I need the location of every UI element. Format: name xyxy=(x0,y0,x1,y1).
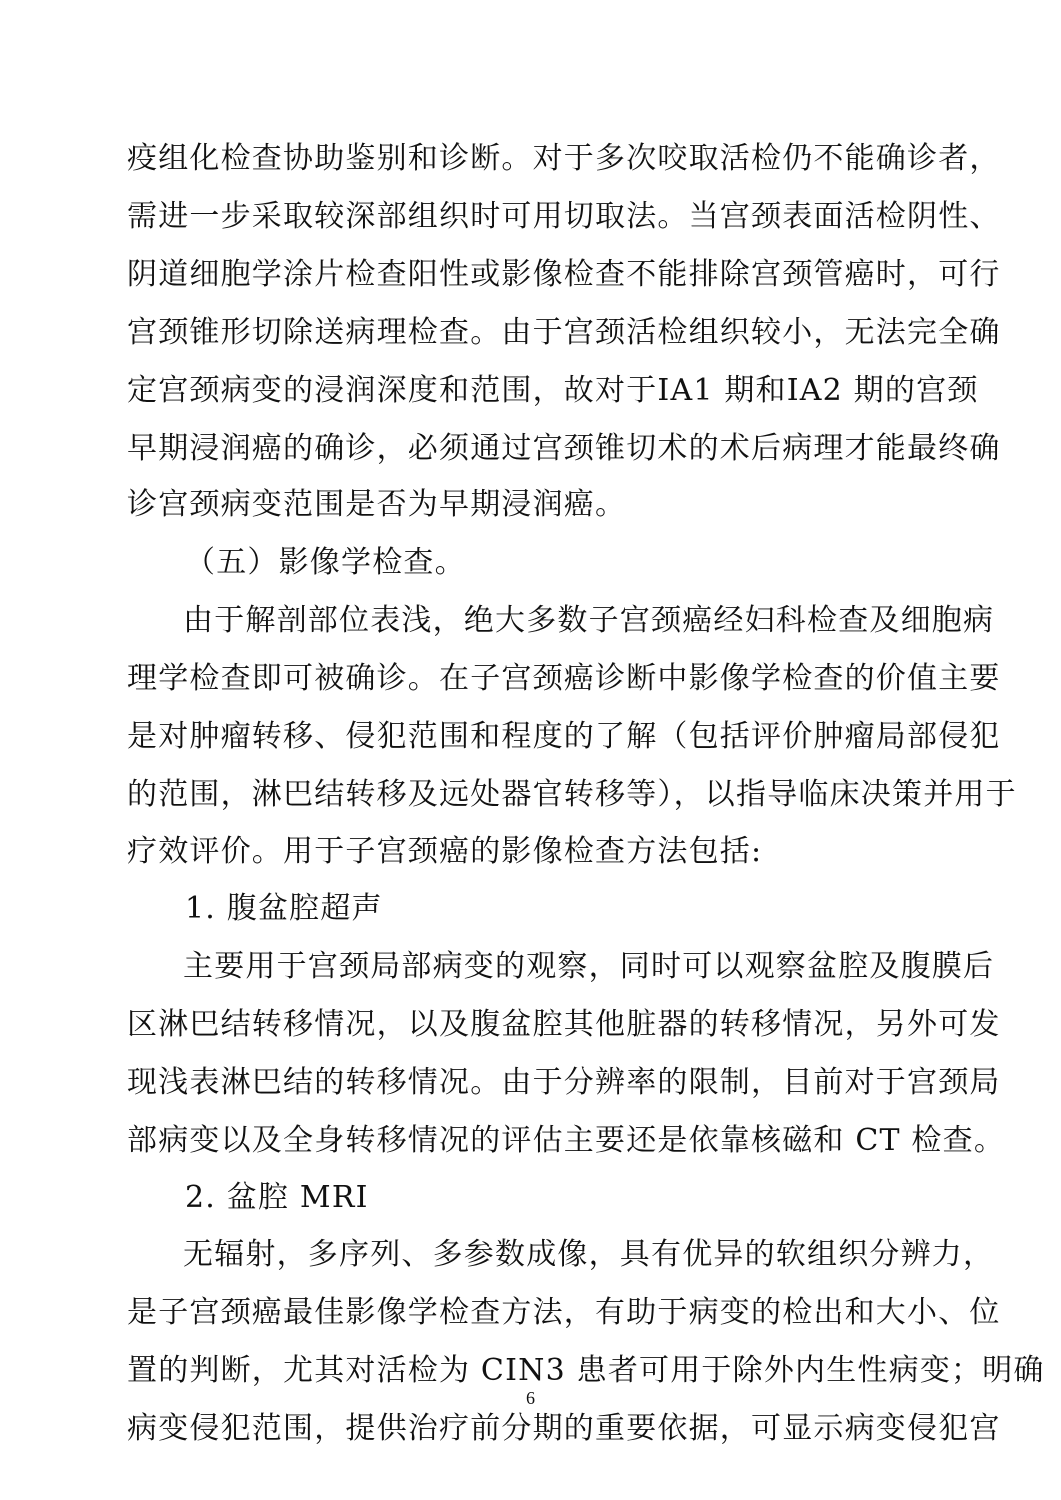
body-text-line: 疗效评价。用于子宫颈癌的影像检查方法包括: xyxy=(127,834,763,869)
body-text-line: 宫颈锥形切除送病理检查。由于宫颈活检组织较小，无法完全确 xyxy=(127,315,1001,350)
body-text-line: 需进一步采取较深部组织时可用切取法。当宫颈表面活检阴性、 xyxy=(127,199,1001,234)
body-text-line: 早期浸润癌的确诊，必须通过宫颈锥切术的术后病理才能最终确 xyxy=(127,431,1001,466)
body-text-line: 的范围，淋巴结转移及远处器官转移等），以指导临床决策并用于 xyxy=(127,777,1017,812)
body-text-line: 诊宫颈病变范围是否为早期浸润癌。 xyxy=(127,487,627,522)
body-text-line: 现浅表淋巴结的转移情况。由于分辨率的限制，目前对于宫颈局 xyxy=(127,1065,1001,1100)
body-text-line: 部病变以及全身转移情况的评估主要还是依靠核磁和 CT 检查。 xyxy=(127,1123,1006,1158)
body-text-line: 是子宫颈癌最佳影像学检查方法，有助于病变的检出和大小、位 xyxy=(127,1295,1001,1330)
body-text-line: 定宫颈病变的浸润深度和范围，故对于ⅠA1 期和ⅠA2 期的宫颈 xyxy=(127,373,979,408)
body-text-line: 理学检查即可被确诊。在子宫颈癌诊断中影像学检查的价值主要 xyxy=(127,661,1001,696)
numbered-subheading: 1. 腹盆腔超声 xyxy=(185,891,383,926)
body-text-line: 由于解剖部位表浅，绝大多数子宫颈癌经妇科检查及细胞病 xyxy=(183,603,995,638)
body-text-line: 病变侵犯范围，提供治疗前分期的重要依据，可显示病变侵犯宫 xyxy=(127,1411,1001,1446)
body-text-line: 疫组化检查协助鉴别和诊断。对于多次咬取活检仍不能确诊者， xyxy=(127,141,1001,176)
body-text-line: 阴道细胞学涂片检查阳性或影像检查不能排除宫颈管癌时，可行 xyxy=(127,257,1001,292)
body-text-line: 主要用于宫颈局部病变的观察，同时可以观察盆腔及腹膜后 xyxy=(183,949,995,984)
body-text-line: 是对肿瘤转移、侵犯范围和程度的了解（包括评价肿瘤局部侵犯 xyxy=(127,719,1001,754)
body-text-line: 无辐射，多序列、多参数成像，具有优异的软组织分辨力， xyxy=(183,1237,995,1272)
numbered-subheading: 2. 盆腔 MRI xyxy=(185,1180,369,1215)
body-text-line: 置的判断，尤其对活检为 CIN3 患者可用于除外内生性病变；明确 xyxy=(127,1353,1045,1388)
section-heading: （五）影像学检查。 xyxy=(185,545,466,580)
page-number: 6 xyxy=(526,1388,535,1408)
body-text-line: 区淋巴结转移情况，以及腹盆腔其他脏器的转移情况，另外可发 xyxy=(127,1007,1001,1042)
